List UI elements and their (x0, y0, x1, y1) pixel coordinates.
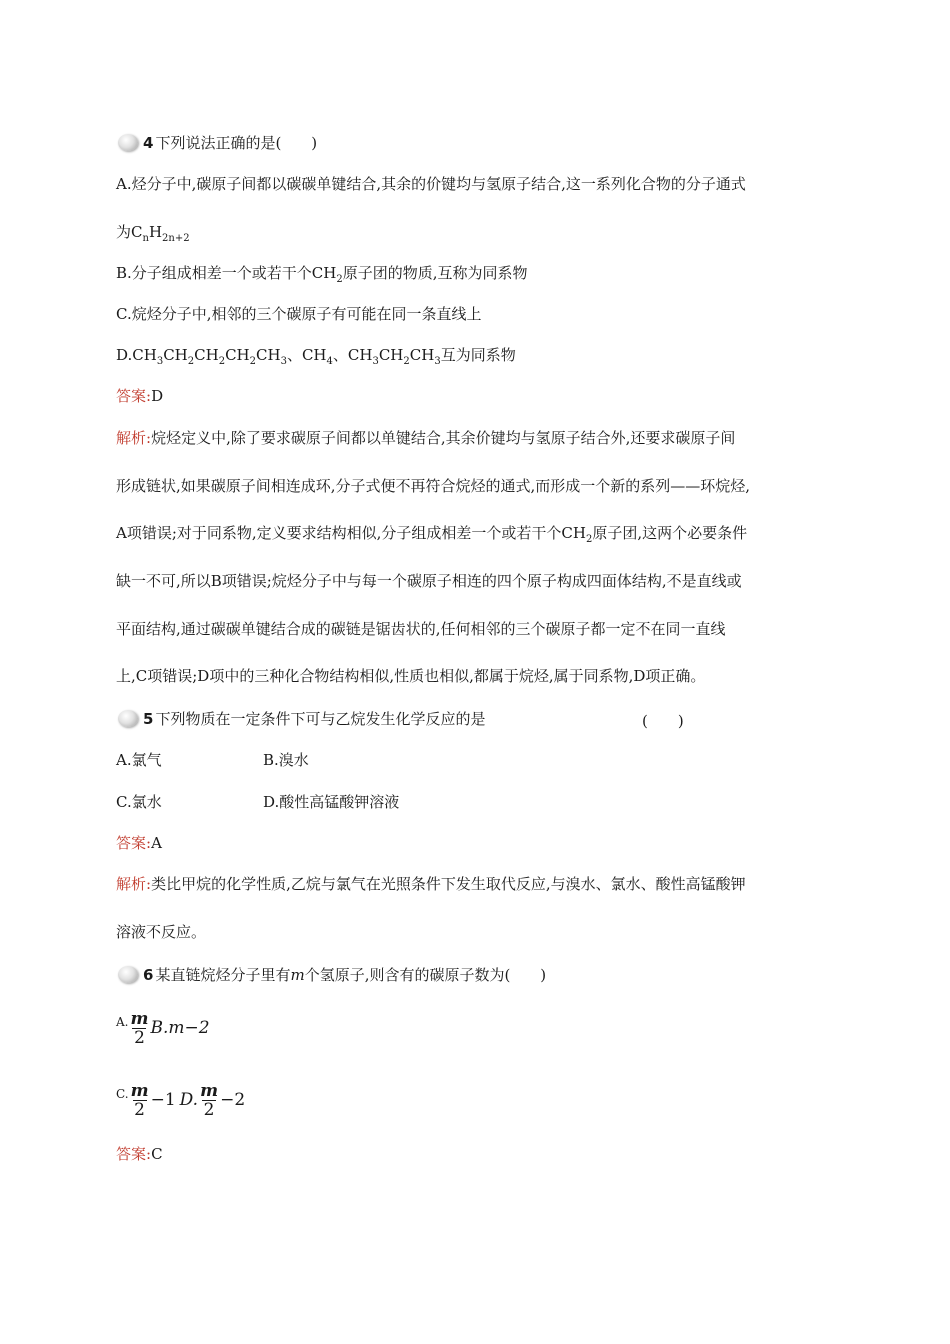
explanation-label: 解析: (116, 875, 152, 893)
option-c: C.烷烃分子中,相邻的三个碳原子有可能在同一条直线上 (116, 305, 482, 323)
formula-part: CH (225, 346, 250, 364)
question-number: 6 (143, 966, 154, 984)
formula-subscript: 3 (280, 356, 287, 367)
formula-subscript: 2 (249, 356, 257, 367)
explanation-text: 原子团,这两个必要条件 (592, 524, 748, 542)
explanation-line1 (116, 428, 735, 448)
formula-subscript: 3 (372, 356, 379, 367)
option-c-label: C. (116, 1087, 129, 1101)
option-b-expression: B.m−2 (150, 1018, 210, 1038)
fraction-numerator: m (130, 1008, 149, 1029)
formula-subscript: 2 (336, 274, 343, 285)
explanation-line3 (116, 523, 747, 550)
answer-value: D (151, 387, 164, 405)
option-a-formula: H (148, 223, 163, 241)
question-stem-tail: 个氢原子,则含有的碳原子数为( ) (304, 966, 547, 984)
question-number: 5 (143, 710, 154, 728)
explanation-text: 烷烃定义中,除了要求碳原子间都以单键结合,其余价键均与氢原子结合外,还要求碳原子间 (151, 429, 736, 447)
formula-part: D.CH (116, 346, 157, 364)
variable-m: m (290, 966, 305, 984)
explanation-line2: 溶液不反应。 (116, 923, 207, 941)
option-d-label: D. (179, 1090, 199, 1110)
option-row-cd (116, 1078, 245, 1122)
explanation-line1 (116, 874, 746, 894)
option-a-text: 为C (116, 223, 143, 241)
formula-part: 、CH (332, 346, 373, 364)
formula-subscript: 2 (187, 356, 195, 367)
formula-subscript: n (142, 233, 149, 244)
fraction-numerator: m (200, 1080, 219, 1101)
explanation-label: 解析: (116, 429, 152, 447)
formula-subscript: 4 (326, 356, 333, 367)
formula-part: CH (256, 346, 281, 364)
answer-value: A (151, 834, 162, 852)
bubble-icon (116, 965, 142, 985)
question-6-header (116, 965, 546, 985)
explanation-line6: 上,C项错误;D项中的三种化合物结构相似,性质也相似,都属于烷烃,属于同系物,D项正确。 (116, 667, 706, 685)
option-a-line2 (116, 222, 190, 249)
answer-label: 答案: (116, 387, 152, 405)
fraction-numerator: m (130, 1080, 149, 1101)
answer-value: C (151, 1145, 163, 1163)
fraction-m-over-2 (130, 1010, 148, 1047)
answer-line (116, 1144, 163, 1164)
option-a-line1: A.烃分子中,碳原子间都以碳碳单键结合,其余的价键均与氢原子结合,这一系列化合物的分子通式 (116, 175, 746, 193)
bubble-icon (116, 709, 142, 729)
option-d (116, 345, 516, 372)
option-b (116, 263, 528, 290)
explanation-line2: 形成链状,如果碳原子间相连成环,分子式便不再符合烷烃的通式,而形成一个新的系列——环烷烃, (116, 477, 751, 495)
explanation-line4: 缺一不可,所以B项错误;烷烃分子中与每一个碳原子相连的四个原子构成四面体结构,不是直线或 (116, 572, 742, 590)
option-d: D.酸性高锰酸钾溶液 (263, 793, 400, 811)
option-d-tail: −2 (220, 1090, 246, 1110)
formula-part: CH (194, 346, 219, 364)
option-a-label: A. (116, 1015, 129, 1029)
question-number: 4 (143, 134, 154, 152)
question-5-header (116, 709, 485, 729)
question-stem: 某直链烷烃分子里有 (155, 966, 291, 984)
formula-subscript: 2 (585, 534, 593, 545)
explanation-text: A项错误;对于同系物,定义要求结构相似,分子组成相差一个或若干个CH (116, 524, 586, 542)
answer-label: 答案: (116, 1145, 152, 1163)
option-a: A.氯气 (116, 751, 162, 769)
option-d-tail: 互为同系物 (440, 346, 516, 364)
formula-subscript: 2 (218, 356, 226, 367)
answer-line (116, 386, 163, 406)
fraction-denominator: 2 (134, 1027, 145, 1048)
bubble-icon (116, 133, 142, 153)
option-c-tail: −1 (150, 1090, 176, 1110)
fraction-m-over-2 (200, 1082, 218, 1119)
formula-subscript: 3 (434, 356, 441, 367)
answer-label: 答案: (116, 834, 152, 852)
explanation-text: 类比甲烷的化学性质,乙烷与氯气在光照条件下发生取代反应,与溴水、氯水、酸性高锰酸钾 (151, 875, 746, 893)
formula-subscript: 3 (156, 356, 164, 367)
option-b-text: B.分子组成相差一个或若干个CH (116, 264, 337, 282)
formula-part: CH (163, 346, 188, 364)
formula-subscript: 2n+2 (162, 233, 190, 244)
formula-subscript: 2 (403, 356, 410, 367)
fraction-denominator: 2 (203, 1099, 215, 1120)
formula-part: CH (378, 346, 404, 364)
answer-parentheses: ( ) (642, 712, 684, 730)
option-row-ab (116, 1006, 210, 1050)
option-c: C.氯水 (116, 793, 162, 811)
option-b: B.溴水 (263, 751, 309, 769)
question-stem: 下列物质在一定条件下可与乙烷发生化学反应的是 (155, 710, 486, 728)
question-stem: 下列说法正确的是( ) (155, 134, 318, 152)
explanation-line5: 平面结构,通过碳碳单键结合成的碳链是锯齿状的,任何相邻的三个碳原子都一定不在同一直线 (116, 620, 726, 638)
option-b-text-tail: 原子团的物质,互称为同系物 (342, 264, 528, 282)
formula-part: CH (409, 346, 435, 364)
formula-part: 、CH (286, 346, 327, 364)
fraction-denominator: 2 (134, 1099, 145, 1120)
fraction-m-over-2 (131, 1082, 149, 1119)
question-4-header (116, 133, 317, 153)
answer-line (116, 833, 162, 853)
